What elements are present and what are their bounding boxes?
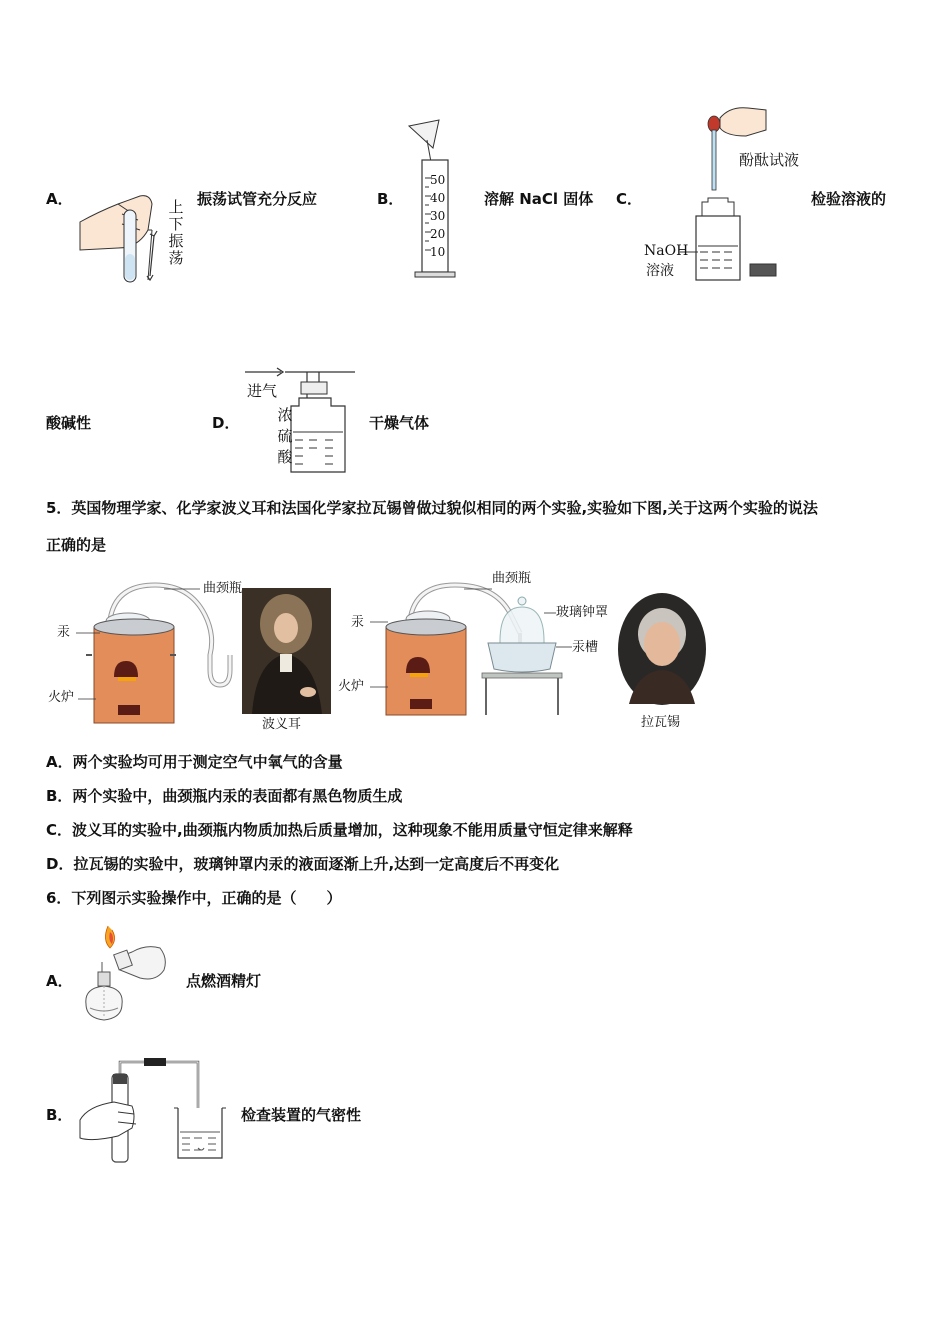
gas-inlet-label: 进气 xyxy=(247,382,278,400)
q5-stem-line2: 正确的是 xyxy=(46,536,107,554)
q4-option-b-text: 溶解 NaCl 固体 xyxy=(484,190,594,208)
q4-a-vert-2: 振 xyxy=(168,232,184,250)
cylinder-tick-labels xyxy=(430,171,445,261)
q4-a-vert-0: 上 xyxy=(168,198,184,216)
q6-option-b-text: 检查装置的气密性 xyxy=(241,1106,362,1124)
lavoisier-portrait xyxy=(617,592,707,707)
tick-10: 10 xyxy=(430,245,446,259)
bell-jar-label: 玻璃钟罩 xyxy=(556,605,609,620)
boyle-flask-label: 曲颈瓶 xyxy=(203,581,243,596)
airtightness-check-illustration xyxy=(78,1052,228,1164)
tick-50: 50 xyxy=(430,173,446,187)
q4-option-b-letter: B． xyxy=(377,190,404,208)
q4-option-d-letter: D． xyxy=(212,414,240,432)
q6-stem: 6．下列图示实验操作中，正确的是（ ） xyxy=(46,889,342,907)
lavoisier-furnace-label: 火炉 xyxy=(338,679,365,694)
boyle-name-label: 波义耳 xyxy=(262,717,302,732)
q6-option-a-text: 点燃酒精灯 xyxy=(186,972,262,990)
lavoisier-flask-label: 曲颈瓶 xyxy=(492,571,532,586)
hand-shaking-test-tube-illustration xyxy=(78,190,168,285)
lavoisier-name-label: 拉瓦锡 xyxy=(641,715,681,730)
q4-option-a-text: 振荡试管充分反应 xyxy=(197,190,318,208)
tick-40: 40 xyxy=(430,191,446,205)
naoh-label-line2: 溶液 xyxy=(646,263,674,279)
q5-option-c: C．波义耳的实验中,曲颈瓶内物质加热后质量增加，这种现象不能用质量守恒定律来解释 xyxy=(46,821,633,839)
q4-option-c-text: 检验溶液的 xyxy=(811,190,887,208)
tick-30: 30 xyxy=(430,209,446,223)
q5-stem-line1: 5．英国物理学家、化学家波义耳和法国化学家拉瓦锡曾做过貌似相同的两个实验,实验如下图,关于这两个实验的说法 xyxy=(46,499,818,517)
q4-d-vert-0: 浓 xyxy=(277,406,293,424)
q4-a-vert-3: 荡 xyxy=(168,249,184,267)
q4-option-a-letter: A． xyxy=(46,190,73,208)
q4-option-c-letter: C． xyxy=(616,190,643,208)
mercury-trough-label: 汞槽 xyxy=(572,640,599,655)
q4-a-vert-1: 下 xyxy=(168,215,184,233)
boyle-mercury-label: 汞 xyxy=(57,625,71,640)
q4-option-c-continued: 酸碱性 xyxy=(46,414,92,432)
q5-option-b: B．两个实验中，曲颈瓶内汞的表面都有黑色物质生成 xyxy=(46,787,403,805)
lighting-alcohol-lamp-illustration xyxy=(76,922,171,1027)
q6-option-b-letter: B． xyxy=(46,1106,73,1124)
tick-20: 20 xyxy=(430,227,446,241)
boyle-furnace-label: 火炉 xyxy=(48,690,75,705)
lavoisier-mercury-label: 汞 xyxy=(351,615,365,630)
q6-option-a-letter: A． xyxy=(46,972,73,990)
gas-drying-bottle-illustration xyxy=(245,362,360,477)
dropper-label: 酚酞试液 xyxy=(739,151,800,169)
q4-d-vert-2: 酸 xyxy=(277,448,293,466)
naoh-label-line1: NaOH xyxy=(644,243,689,259)
q4-option-d-text: 干燥气体 xyxy=(369,414,430,432)
q4-d-vert-1: 硫 xyxy=(277,427,293,445)
q5-option-a: A．两个实验均可用于测定空气中氧气的含量 xyxy=(46,753,343,771)
boyle-portrait xyxy=(242,588,331,714)
phenolphthalein-dropper-illustration xyxy=(690,100,785,285)
q5-option-d: D．拉瓦锡的实验中，玻璃钟罩内汞的液面逐渐上升,达到一定高度后不再变化 xyxy=(46,855,560,873)
boyle-experiment-illustration xyxy=(60,575,243,730)
